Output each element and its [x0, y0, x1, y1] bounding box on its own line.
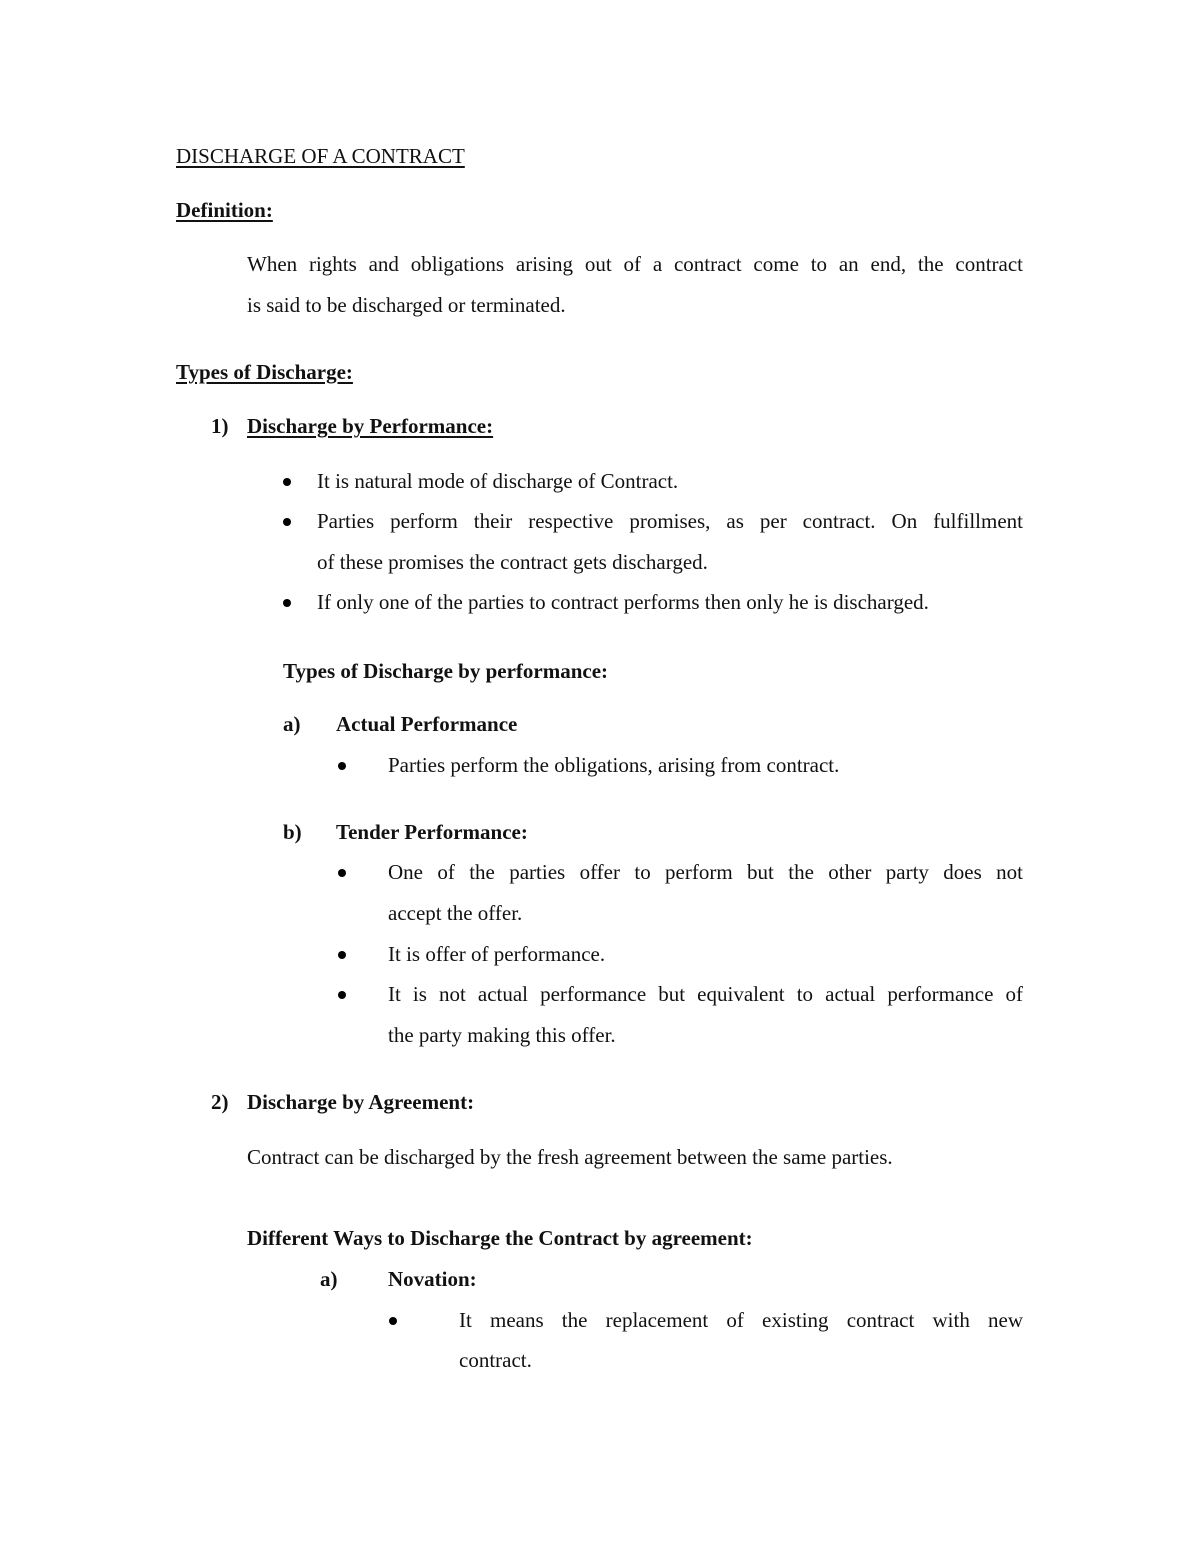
bullet-icon: [283, 518, 291, 526]
bullet-icon: [338, 951, 346, 959]
tender-bullet-2: It is offer of performance.: [388, 942, 606, 966]
bullet-icon: [338, 991, 346, 999]
novation-bullet-1-line-2: contract.: [459, 1348, 532, 1372]
tender-bullet-1-line-1: One of the parties offer to perform but the other party does not: [388, 860, 1023, 884]
bullet-icon: [283, 478, 291, 486]
agreement-heading: Discharge by Agreement:: [247, 1090, 475, 1114]
tender-performance-heading: Tender Performance:: [336, 820, 528, 844]
agreement-text: Contract can be discharged by the fresh agreement between the same parties.: [247, 1145, 893, 1169]
definition-line-1: When rights and obligations arising out of a contract come to an end, the contract: [247, 252, 1023, 276]
bullet-icon: [283, 599, 291, 607]
definition-heading: Definition:: [176, 198, 273, 222]
tender-bullet-1-line-2: accept the offer.: [388, 901, 523, 925]
actual-letter: a): [283, 712, 301, 736]
novation-heading: Novation:: [388, 1267, 477, 1291]
tender-bullet-3-line-2: the party making this offer.: [388, 1023, 616, 1047]
tender-letter: b): [283, 820, 302, 844]
definition-line-2: is said to be discharged or terminated.: [247, 293, 566, 317]
actual-bullet-1: Parties perform the obligations, arising from contract.: [388, 753, 840, 777]
actual-performance-heading: Actual Performance: [336, 712, 518, 736]
performance-subheading: Types of Discharge by performance:: [283, 659, 609, 683]
document-title: DISCHARGE OF A CONTRACT: [176, 144, 465, 168]
section-number-2: 2): [211, 1090, 229, 1114]
section-number-1: 1): [211, 414, 229, 438]
bullet-icon: [389, 1317, 397, 1325]
performance-bullet-2-line-2: of these promises the contract gets discharged.: [317, 550, 708, 574]
agreement-subheading: Different Ways to Discharge the Contract by agreement:: [247, 1226, 753, 1250]
performance-heading: Discharge by Performance:: [247, 414, 494, 438]
novation-bullet-1-line-1: It means the replacement of existing contract with new: [459, 1308, 1023, 1332]
bullet-icon: [338, 762, 346, 770]
novation-letter: a): [320, 1267, 338, 1291]
bullet-icon: [338, 869, 346, 877]
performance-bullet-2-line-1: Parties perform their respective promises, as per contract. On fulfillment: [317, 509, 1023, 533]
performance-bullet-1: It is natural mode of discharge of Contract.: [317, 469, 679, 493]
types-heading: Types of Discharge:: [176, 360, 353, 384]
tender-bullet-3-line-1: It is not actual performance but equivalent to actual performance of: [388, 982, 1023, 1006]
performance-bullet-3: If only one of the parties to contract performs then only he is discharged.: [317, 590, 929, 614]
